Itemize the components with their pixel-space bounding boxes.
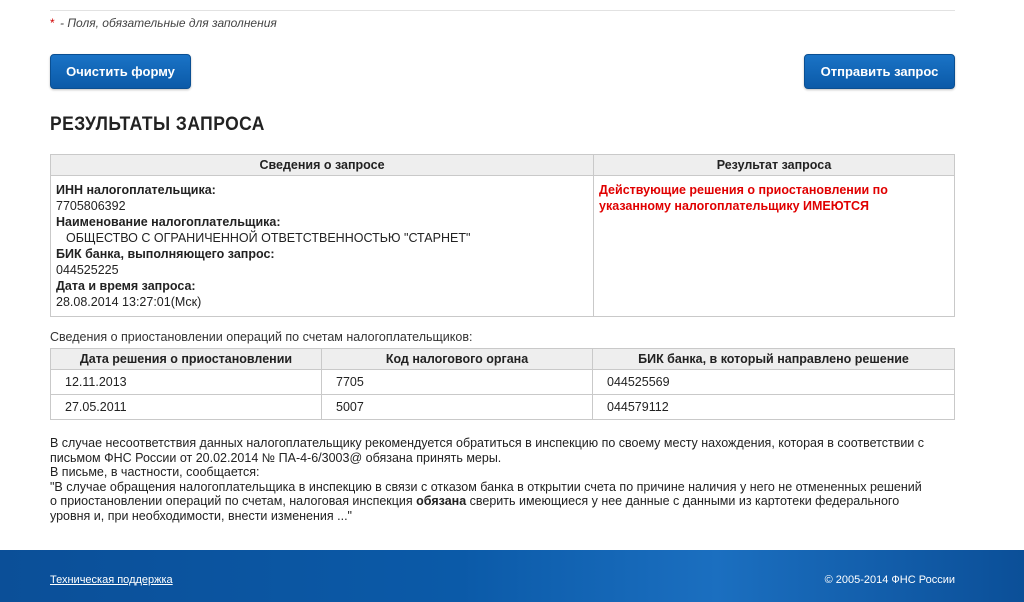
notice-letter-intro: В письме, в частности, сообщается: [50, 465, 260, 479]
request-result-cell [594, 176, 955, 317]
tax-office-code-cell: 5007 [322, 395, 593, 420]
notice-quote [50, 480, 930, 524]
send-request-button[interactable]: Отправить запрос [804, 54, 955, 89]
results-title: РЕЗУЛЬТАТЫ ЗАПРОСА [50, 114, 265, 135]
notice-quote-start: "В случае обращения налогоплательщика в инспекцию в связи с отказом банка в открытии счета по причине наличия у него не отмененных решений о приостановлении операций по счетам, налоговая инспекция [50, 479, 922, 508]
header-target-bank-bik: БИК банка, в который направлено решение [593, 349, 955, 370]
bank-bik-value: 044525225 [56, 263, 119, 277]
decision-date-cell: 27.05.2011 [51, 395, 322, 420]
request-result-text: Действующие решения о приостановлении по указанному налогоплательщику ИМЕЮТСЯ [599, 183, 888, 213]
request-info-header-row [51, 155, 955, 176]
request-info-row [51, 176, 955, 317]
notice-block [50, 436, 930, 523]
notice-quote-end: сверить имеющиеся у нее данные с данными из картотеки федерального уровня и, при необходимости, внести изменения ..." [50, 494, 900, 523]
header-request-info: Сведения о запросе [51, 155, 594, 176]
target-bank-bik-cell: 044525569 [593, 370, 955, 395]
notice-paragraph: В случае несоответствия данных налогоплательщику рекомендуется обратиться в инспекцию по своему месту нахождения, которая в соответствии с письмом ФНС России от 20.02.2014 № ПА-4-6/3003@ обязана принять меры. [50, 436, 925, 465]
request-info-table [50, 154, 955, 317]
notice-quote-bold: обязана [416, 494, 467, 508]
bank-bik-label: БИК банка, выполняющего запрос: [56, 247, 275, 261]
inn-label: ИНН налогоплательщика: [56, 183, 216, 197]
table-row [51, 370, 955, 395]
suspensions-table [50, 348, 955, 420]
tech-support-link[interactable]: Техническая поддержка [50, 574, 173, 586]
suspensions-header-row [51, 349, 955, 370]
required-fields-note [50, 16, 277, 30]
decision-date-cell: 12.11.2013 [51, 370, 322, 395]
copyright: © 2005-2014 ФНС России [824, 574, 955, 586]
required-star: * [50, 16, 55, 30]
footer [0, 550, 1024, 602]
clear-form-button[interactable]: Очистить форму [50, 54, 191, 89]
taxpayer-name-value: ОБЩЕСТВО С ОГРАНИЧЕННОЙ ОТВЕТСТВЕННОСТЬЮ "СТАРНЕТ" [66, 231, 471, 245]
top-divider [50, 10, 955, 11]
suspensions-caption: Сведения о приостановлении операций по счетам налогоплательщиков: [50, 330, 473, 344]
header-request-result: Результат запроса [594, 155, 955, 176]
request-info-cell [51, 176, 594, 317]
request-datetime-value: 28.08.2014 13:27:01(Мск) [56, 295, 202, 309]
inn-value: 7705806392 [56, 199, 126, 213]
request-datetime-label: Дата и время запроса: [56, 279, 196, 293]
taxpayer-name-label: Наименование налогоплательщика: [56, 215, 281, 229]
required-note-text: - Поля, обязательные для заполнения [60, 16, 277, 30]
table-row [51, 395, 955, 420]
header-tax-office-code: Код налогового органа [322, 349, 593, 370]
target-bank-bik-cell: 044579112 [593, 395, 955, 420]
header-decision-date: Дата решения о приостановлении [51, 349, 322, 370]
tax-office-code-cell: 7705 [322, 370, 593, 395]
